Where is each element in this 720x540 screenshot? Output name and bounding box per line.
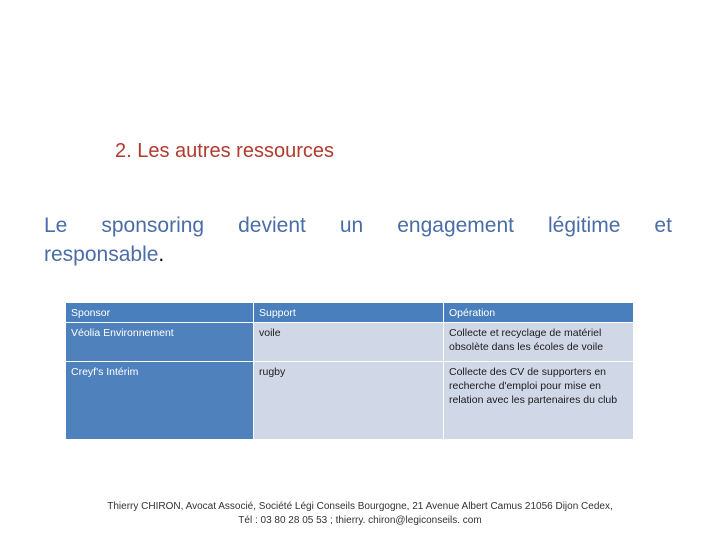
paragraph-word: engagement bbox=[397, 214, 514, 237]
body-paragraph bbox=[44, 211, 672, 269]
paragraph-word: sponsoring bbox=[101, 214, 205, 237]
cell-operation: Collecte et recyclage de matériel obsolète dans les écoles de voile bbox=[444, 323, 634, 362]
paragraph-word: un bbox=[339, 214, 364, 237]
paragraph-word: et bbox=[654, 214, 672, 237]
header-sponsor: Sponsor bbox=[66, 303, 254, 323]
cell-support: rugby bbox=[254, 362, 444, 440]
table-row bbox=[66, 323, 634, 362]
cell-sponsor: Creyf's Intérim bbox=[66, 362, 254, 440]
header-operation: Opération bbox=[444, 303, 634, 323]
sponsor-table bbox=[65, 302, 634, 440]
paragraph-line-2 bbox=[44, 240, 672, 269]
table-header-row bbox=[66, 303, 634, 323]
paragraph-word: responsable bbox=[44, 243, 159, 266]
section-heading: 2. Les autres ressources bbox=[115, 140, 334, 162]
paragraph-word: légitime bbox=[548, 214, 621, 237]
paragraph-word: devient bbox=[238, 214, 306, 237]
table-row bbox=[66, 362, 634, 440]
paragraph-line-1 bbox=[44, 211, 672, 240]
header-support: Support bbox=[254, 303, 444, 323]
paragraph-period: . bbox=[158, 243, 165, 266]
cell-support: voile bbox=[254, 323, 444, 362]
footer-line-1: Thierry CHIRON, Avocat Associé, Société Légi Conseils Bourgogne, 21 Avenue Albert Camus 21056 Dijon Cedex, bbox=[107, 501, 613, 512]
footer-line-2: Tél : 03 80 28 05 53 ; thierry. chiron@legiconseils. com bbox=[238, 515, 482, 526]
cell-sponsor: Véolia Environnement bbox=[66, 323, 254, 362]
paragraph-word: Le bbox=[44, 214, 68, 237]
cell-operation: Collecte des CV de supporters en recherche d'emploi pour mise en relation avec les partenaires du club bbox=[444, 362, 634, 440]
footer-contact bbox=[0, 500, 720, 528]
